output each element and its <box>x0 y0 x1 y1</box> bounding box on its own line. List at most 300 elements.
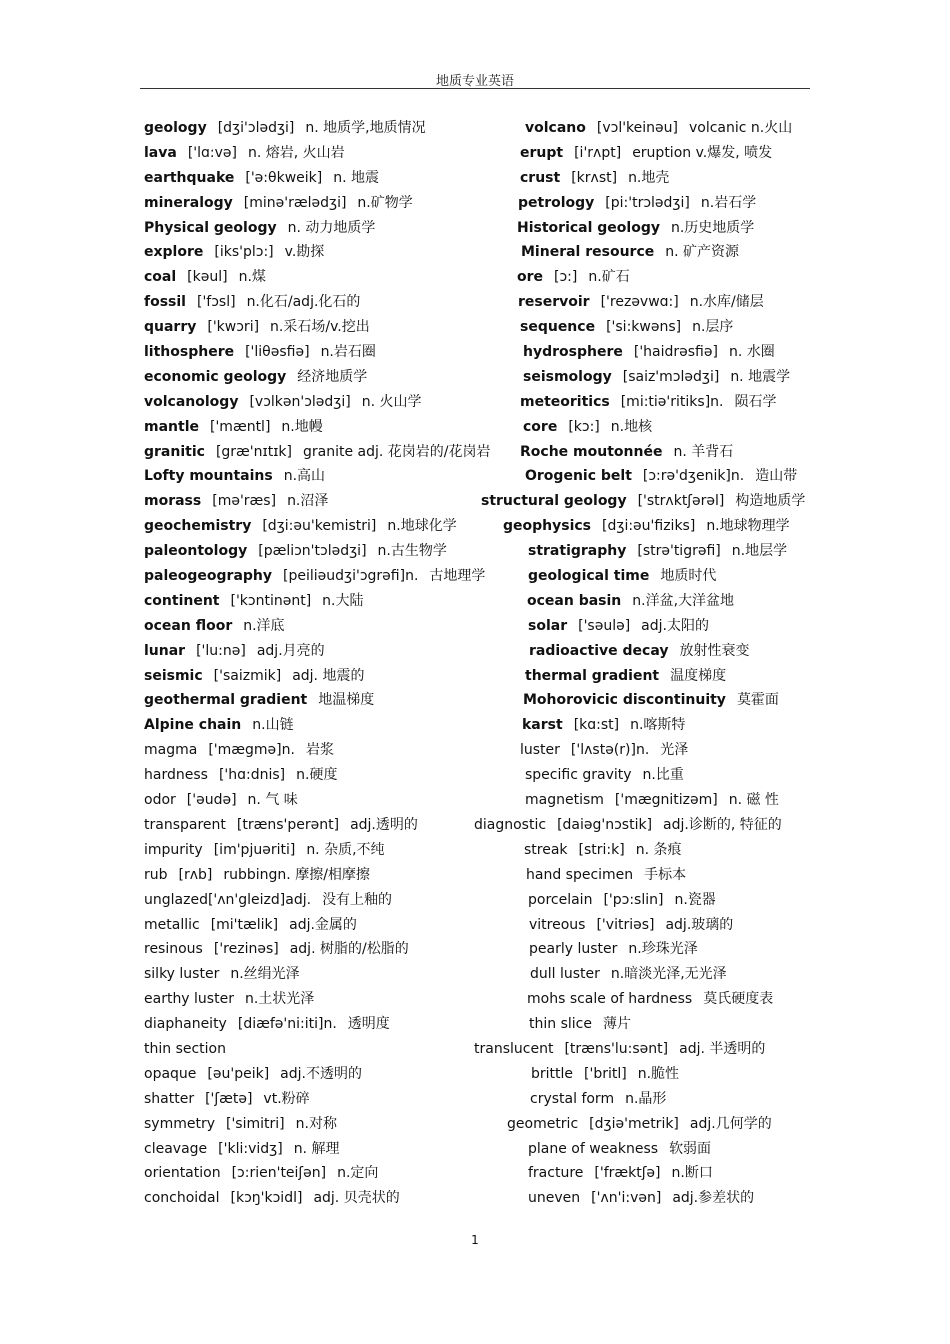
vocab-row <box>0 1037 950 1062</box>
term: earthquake <box>144 169 235 186</box>
term: diagnostic <box>474 816 547 833</box>
vocab-entry <box>522 713 685 738</box>
term: Lofty mountains <box>144 468 273 485</box>
vocab-entry <box>144 1012 390 1037</box>
vocab-entry <box>520 166 669 191</box>
term: metallic <box>144 916 200 933</box>
phonetic: [ɔ:rien'teiʃən] <box>231 1165 327 1182</box>
definition: n. 杂质,不纯 <box>306 841 385 858</box>
term: vitreous <box>529 916 586 933</box>
vocab-entry <box>144 166 379 191</box>
vocab-row <box>0 116 950 141</box>
vocab-entry <box>523 365 790 390</box>
vocab-row <box>0 639 950 664</box>
definition: adj.太阳的 <box>641 617 709 634</box>
vocab-entry <box>529 1012 631 1037</box>
vocab-entry <box>144 315 370 340</box>
vocab-entry <box>144 888 392 913</box>
term: hydrosphere <box>523 344 623 361</box>
term: Orogenic belt <box>525 468 632 485</box>
phonetic: ['kwɔri] <box>207 319 260 336</box>
term: erupt <box>520 144 564 161</box>
definition: n.高山 <box>283 468 326 485</box>
phonetic: [træns'perənt] <box>236 816 340 833</box>
term: magma <box>144 742 198 759</box>
term: silky luster <box>144 966 220 983</box>
phonetic: [stri:k] <box>578 841 625 858</box>
vocab-entry <box>520 141 772 166</box>
vocab-row <box>0 987 950 1012</box>
vocab-entry <box>517 216 754 241</box>
term: granitic <box>144 443 205 460</box>
vocab-row <box>0 1161 950 1186</box>
phonetic: ['liθəsfiə] <box>245 344 310 361</box>
definition: n. 动力地质学 <box>287 219 376 236</box>
phonetic: [dʒi:əu'fiziks] <box>602 518 696 535</box>
vocab-row <box>0 240 950 265</box>
vocab-row <box>0 838 950 863</box>
vocab-entry <box>144 415 323 440</box>
phonetic: ['britl] <box>584 1065 627 1082</box>
term: resinous <box>144 941 203 958</box>
definition: n.断口 <box>671 1165 713 1182</box>
term: meteoritics <box>520 393 610 410</box>
phonetic: ['fræktʃə] <box>594 1165 661 1182</box>
vocab-entry <box>530 962 727 987</box>
vocab-row <box>0 813 950 838</box>
term: ocean floor <box>144 617 233 634</box>
term: geology <box>144 120 207 136</box>
phonetic: ['mægnitizəm] <box>614 792 718 809</box>
phonetic: ['ʌn'i:vən] <box>591 1190 662 1207</box>
definition: 透明度 <box>347 1016 390 1033</box>
vocab-row <box>0 1112 950 1137</box>
definition: adj.金属的 <box>289 916 357 933</box>
phonetic: [vɔlkən'ɔlədʒi] <box>249 393 351 410</box>
definition: adj.不透明的 <box>280 1065 362 1082</box>
vocab-row <box>0 166 950 191</box>
phonetic: [iks'plɔ:] <box>214 244 274 261</box>
term: pearly luster <box>529 941 618 958</box>
vocab-row <box>0 489 950 514</box>
vocab-row <box>0 141 950 166</box>
phonetic: [træns'lu:sənt] <box>564 1040 669 1057</box>
term: luster <box>520 742 560 759</box>
vocab-entry <box>144 240 324 265</box>
vocab-entry <box>144 564 485 589</box>
phonetic: [kɔŋ'kɔidl] <box>230 1190 303 1207</box>
phonetic: ['pɔ:slin] <box>603 891 664 908</box>
term: unglazed['ʌn'gleizd]adj. <box>144 891 312 908</box>
definition: n.喀斯特 <box>630 717 686 734</box>
vocab-entry <box>525 464 797 489</box>
term: Mineral resource <box>521 244 655 261</box>
definition: 莫霍面 <box>736 692 779 709</box>
definition: adj. 半透明的 <box>679 1040 766 1057</box>
vocab-entry <box>503 514 790 539</box>
definition: adj.诊断的, 特征的 <box>663 816 782 833</box>
vocab-row <box>0 514 950 539</box>
vocab-entry <box>527 987 773 1012</box>
phonetic: [pæliɔn'tɔlədʒi] <box>258 543 367 560</box>
vocab-entry <box>144 664 364 689</box>
definition: n.矿石 <box>588 269 630 286</box>
definition: n.瓷器 <box>674 891 716 908</box>
vocab-entry <box>144 962 300 987</box>
definition: 光泽 <box>660 742 689 759</box>
definition: n.定向 <box>337 1165 379 1182</box>
vocab-entry <box>523 340 775 365</box>
definition: n. 磁 性 <box>728 792 779 809</box>
vocab-row <box>0 788 950 813</box>
term: mohs scale of hardness <box>527 991 693 1008</box>
definition: rubbingn. 摩擦/相摩擦 <box>223 866 370 883</box>
definition: n.岩石学 <box>700 194 757 211</box>
definition: n.地球化学 <box>387 518 457 535</box>
vocab-entry <box>144 838 385 863</box>
vocab-entry <box>529 937 698 962</box>
vocab-entry <box>144 763 337 788</box>
phonetic: ['rezinəs] <box>213 941 279 958</box>
vocab-entry <box>144 1137 339 1162</box>
vocab-entry <box>523 415 652 440</box>
vocab-entry <box>144 688 374 713</box>
term: explore <box>144 244 204 261</box>
term: structural geology <box>481 493 627 510</box>
definition: n. 地震 <box>333 169 379 186</box>
vocab-row <box>0 564 950 589</box>
vocab-entry <box>521 240 739 265</box>
vocab-row <box>0 290 950 315</box>
definition: 温度梯度 <box>670 667 727 684</box>
vocab-entry <box>528 564 716 589</box>
term: opaque <box>144 1065 197 1082</box>
vocab-row <box>0 539 950 564</box>
vocab-entry <box>474 1037 765 1062</box>
phonetic: [mə'ræs] <box>212 493 277 510</box>
definition: n. 矿产资源 <box>665 244 740 261</box>
vocab-row <box>0 713 950 738</box>
vocab-row <box>0 863 950 888</box>
definition: adj.参差状的 <box>672 1190 755 1207</box>
vocab-entry <box>144 987 314 1012</box>
vocab-entry <box>144 1062 362 1087</box>
vocab-row <box>0 1012 950 1037</box>
vocab-entry <box>144 290 360 315</box>
vocab-row <box>0 340 950 365</box>
vocab-entry <box>144 738 334 763</box>
definition: 陨石学 <box>734 393 777 410</box>
definition: adj. 地震的 <box>292 667 365 684</box>
definition: n.地球物理学 <box>706 518 790 535</box>
phonetic: ['kli:vidʒ] <box>218 1140 283 1157</box>
term: specific gravity <box>525 767 632 784</box>
phonetic: ['ʃætə] <box>205 1090 253 1107</box>
vocab-entry <box>144 589 364 614</box>
definition: v.勘探 <box>284 244 325 261</box>
term: crystal form <box>530 1090 615 1107</box>
vocab-entry <box>525 664 726 689</box>
phonetic: ['strʌktʃərəl] <box>637 493 725 510</box>
definition: 放射性衰变 <box>679 642 750 659</box>
vocab-row <box>0 315 950 340</box>
term: fracture <box>528 1165 584 1182</box>
vocab-entry <box>144 1161 378 1186</box>
vocab-entry <box>144 440 491 465</box>
phonetic: ['mæntl] <box>210 418 271 435</box>
term: seismic <box>144 667 203 684</box>
term: dull luster <box>530 966 600 983</box>
term: uneven <box>528 1190 581 1207</box>
definition: n.沼泽 <box>287 493 329 510</box>
term: radioactive decay <box>529 642 669 659</box>
phonetic: [dʒiə'metrik] <box>589 1115 679 1132</box>
vocab-row <box>0 738 950 763</box>
vocab-entry <box>144 390 422 415</box>
vocab-row <box>0 913 950 938</box>
vocab-entry <box>528 1161 713 1186</box>
vocab-entry <box>523 688 779 713</box>
term: karst <box>522 717 563 734</box>
phonetic: [diæfə'ni:iti]n. <box>237 1016 337 1033</box>
vocab-entry <box>525 788 779 813</box>
phonetic: ['mægmə]n. <box>208 742 295 759</box>
term: thin section <box>144 1040 226 1057</box>
definition: n. 地质学,地质情况 <box>305 120 426 136</box>
phonetic: ['si:kwəns] <box>606 319 682 336</box>
phonetic: [kɔ:] <box>568 418 600 435</box>
vocab-row <box>0 614 950 639</box>
definition: n.土状光泽 <box>244 991 315 1008</box>
term: paleogeography <box>144 568 273 585</box>
vocab-row <box>0 440 950 465</box>
vocab-row <box>0 265 950 290</box>
phonetic: ['lu:nə] <box>196 642 246 659</box>
vocab-entry <box>520 315 733 340</box>
vocab-row <box>0 1062 950 1087</box>
definition: n.珍珠光泽 <box>628 941 698 958</box>
phonetic: [rʌb] <box>178 866 213 883</box>
term: geothermal gradient <box>144 692 308 709</box>
term: translucent <box>474 1040 554 1057</box>
vocab-entry <box>518 191 756 216</box>
phonetic: [saiz'mɔlədʒi] <box>622 368 720 385</box>
vocab-entry <box>144 116 426 141</box>
phonetic: [daiəg'nɔstik] <box>557 816 653 833</box>
phonetic: [peiliəudʒi'ɔgrəfi]n. <box>283 568 419 585</box>
vocab-entry <box>144 514 457 539</box>
definition: adj.玻璃的 <box>665 916 734 933</box>
definition: eruption v.爆发, 喷发 <box>632 144 773 161</box>
vocab-entry <box>527 589 734 614</box>
definition: n. 地震学 <box>730 368 791 385</box>
definition: n.晶形 <box>625 1090 667 1107</box>
phonetic: [pi:'trɔlədʒi] <box>605 194 690 211</box>
definition: n.暗淡光泽,无光泽 <box>610 966 727 983</box>
vocab-entry <box>528 539 787 564</box>
term: plane of weakness <box>528 1140 659 1157</box>
term: diaphaneity <box>144 1016 227 1033</box>
definition: adj.月亮的 <box>256 642 325 659</box>
term: fossil <box>144 294 186 311</box>
phonetic: ['rezəvwɑ:] <box>600 294 679 311</box>
phonetic: [minə'rælədʒi] <box>243 194 347 211</box>
vocab-entry <box>518 290 764 315</box>
term: core <box>523 418 558 435</box>
term: lithosphere <box>144 344 235 361</box>
vocab-entry <box>481 489 805 514</box>
vocab-entry <box>144 365 367 390</box>
term: economic geology <box>144 368 287 385</box>
definition: 古地理学 <box>429 568 486 585</box>
phonetic: [dʒi'ɔlədʒi] <box>217 120 295 136</box>
phonetic: ['əudə] <box>186 792 237 809</box>
term: petrology <box>518 194 595 211</box>
vocab-entry <box>144 489 328 514</box>
vocab-entry <box>144 639 325 664</box>
term: crust <box>520 169 561 186</box>
vocab-row <box>0 191 950 216</box>
phonetic: ['vitriəs] <box>596 916 655 933</box>
page-number: 1 <box>471 1233 479 1247</box>
term: rub <box>144 866 168 883</box>
vocab-entry <box>144 340 376 365</box>
term: thermal gradient <box>525 667 660 684</box>
definition: n.采石场/v.挖出 <box>270 319 370 336</box>
vocab-entry <box>144 813 418 838</box>
phonetic: ['kɔntinənt] <box>230 592 312 609</box>
vocab-entry <box>144 464 325 489</box>
definition: n.历史地质学 <box>670 219 755 236</box>
definition: n. 气 味 <box>247 792 298 809</box>
definition: 构造地质学 <box>735 493 806 510</box>
vocab-entry <box>144 1037 237 1062</box>
vocab-row <box>0 1087 950 1112</box>
vocab-entry <box>530 1087 666 1112</box>
vocab-entry <box>474 813 782 838</box>
definition: n.硬度 <box>296 767 338 784</box>
definition: n. 水圈 <box>728 344 775 361</box>
vocab-entry <box>520 390 776 415</box>
definition: n.丝绢光泽 <box>230 966 300 983</box>
term: volcanology <box>144 393 239 410</box>
phonetic: [strə'tigrəfi] <box>637 543 721 560</box>
vocab-entry <box>525 763 684 788</box>
vocab-entry <box>144 265 266 290</box>
phonetic: ['fɔsl] <box>196 294 236 311</box>
phonetic: [dʒi:əu'kemistri] <box>262 518 377 535</box>
vocab-row <box>0 464 950 489</box>
phonetic: [ɔ:rə'dʒenik]n. <box>642 468 745 485</box>
definition: 地质时代 <box>660 568 717 585</box>
definition: 经济地质学 <box>297 368 368 385</box>
term: morass <box>144 493 202 510</box>
phonetic: [krʌst] <box>571 169 618 186</box>
definition: vt.粉碎 <box>263 1090 310 1107</box>
term: paleontology <box>144 543 248 560</box>
vocab-entry <box>529 913 733 938</box>
definition: n.山链 <box>252 717 294 734</box>
vocab-row <box>0 589 950 614</box>
term: streak <box>524 841 568 858</box>
vocab-entry <box>144 937 409 962</box>
vocab-entry <box>507 1112 772 1137</box>
term: porcelain <box>528 891 593 908</box>
term: Historical geology <box>517 219 660 236</box>
term: orientation <box>144 1165 221 1182</box>
phonetic: [mi:tiə'ritiks]n. <box>620 393 724 410</box>
definition: volcanic n.火山 <box>688 120 793 136</box>
term: geological time <box>528 568 650 585</box>
definition: 地温梯度 <box>318 692 375 709</box>
phonetic: ['lʌstə(r)]n. <box>570 742 650 759</box>
definition: adj.几何学的 <box>689 1115 772 1132</box>
definition: n.大陆 <box>322 592 364 609</box>
term: Alpine chain <box>144 717 242 734</box>
definition: adj. 贝壳状的 <box>313 1190 400 1207</box>
term: reservoir <box>518 294 590 311</box>
vocab-row <box>0 216 950 241</box>
term: ore <box>517 269 544 286</box>
term: coal <box>144 269 177 286</box>
vocab-row <box>0 1137 950 1162</box>
phonetic: [əu'peik] <box>207 1065 270 1082</box>
definition: n.矿物学 <box>357 194 413 211</box>
term: odor <box>144 792 176 809</box>
term: mineralogy <box>144 194 233 211</box>
term: lunar <box>144 642 186 659</box>
vocab-entry <box>144 191 413 216</box>
definition: n. 解理 <box>293 1140 340 1157</box>
term: transparent <box>144 816 226 833</box>
phonetic: ['haidrəsfiə] <box>633 344 718 361</box>
vocab-entry <box>144 614 285 639</box>
vocab-entry <box>528 1186 754 1211</box>
vocab-row <box>0 1186 950 1211</box>
vocab-entry <box>144 539 447 564</box>
phonetic: [kəul] <box>187 269 228 286</box>
term: impurity <box>144 841 203 858</box>
phonetic: ['səulə] <box>578 617 631 634</box>
term: geometric <box>507 1115 579 1132</box>
term: conchoidal <box>144 1190 220 1207</box>
vocabulary-list <box>0 116 950 1211</box>
phonetic: [ɔ:] <box>554 269 578 286</box>
vocab-entry <box>144 1186 400 1211</box>
term: symmetry <box>144 1115 215 1132</box>
term: stratigraphy <box>528 543 627 560</box>
vocab-row <box>0 962 950 987</box>
vocab-entry <box>525 116 792 141</box>
vocab-entry <box>520 738 688 763</box>
definition: 手标本 <box>644 866 687 883</box>
phonetic: ['saizmik] <box>213 667 282 684</box>
vocab-entry <box>528 888 716 913</box>
term: hardness <box>144 767 208 784</box>
vocab-row <box>0 415 950 440</box>
definition: n.地壳 <box>628 169 670 186</box>
vocab-entry <box>520 440 733 465</box>
header-rule <box>140 88 810 89</box>
vocab-entry <box>529 639 749 664</box>
definition: n.洋盆,大洋盆地 <box>632 592 735 609</box>
term: hand specimen <box>526 866 634 883</box>
page-header: 地质专业英语 <box>435 74 514 89</box>
vocab-row <box>0 365 950 390</box>
term: Mohorovicic discontinuity <box>523 692 726 709</box>
vocab-row <box>0 688 950 713</box>
vocab-entry <box>528 614 709 639</box>
